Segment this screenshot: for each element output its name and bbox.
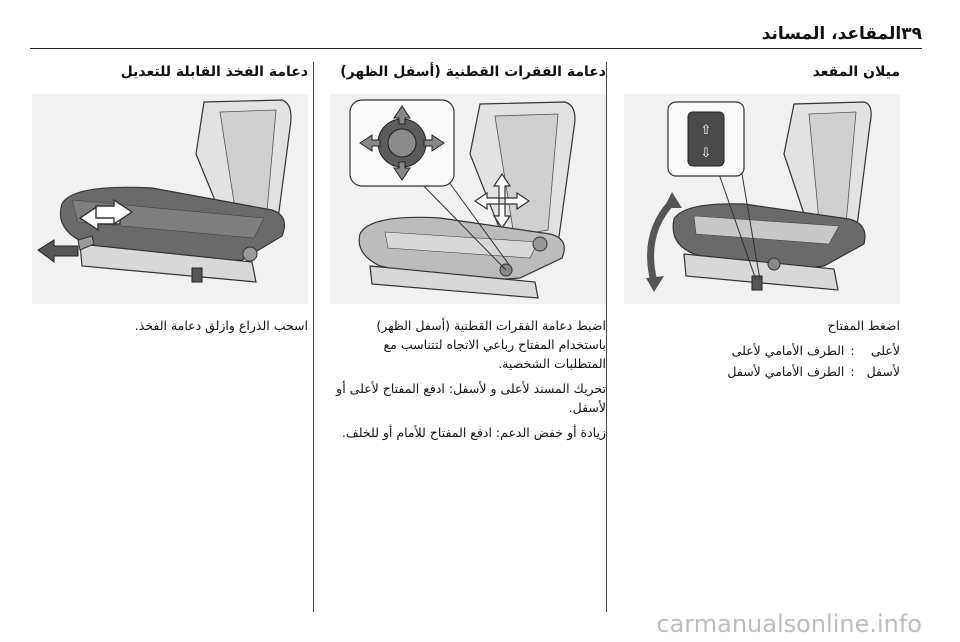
column-divider <box>313 62 314 612</box>
page-header <box>30 20 922 49</box>
section-title: دعامة الفخذ القابلة للتعديل <box>120 64 308 80</box>
table-key: لأعلى <box>870 343 900 358</box>
watermark: carmanualsonline.info <box>656 610 922 638</box>
section-body <box>30 316 308 335</box>
section-title: ميلان المقعد <box>812 64 900 80</box>
paragraph: تحريك المسند لأعلى و لأسفل: ادفع المفتاح لأعلى أو لأسفل. <box>336 381 606 415</box>
column-thigh-support <box>30 62 308 341</box>
table-separator: : <box>850 364 855 379</box>
section-title: دعامة الفقرات القطنية (أسفل الظهر) <box>340 64 606 80</box>
paragraph: اسحب الذراع وازلق دعامة الفخذ. <box>134 318 308 333</box>
table-key: لأسفل <box>866 364 900 379</box>
table-row <box>727 341 900 362</box>
table-separator: : <box>850 343 855 358</box>
section-body <box>328 316 606 442</box>
column-seat-tilt <box>622 62 900 383</box>
column-divider <box>606 62 607 612</box>
paragraph: اضغط المفتاح <box>827 318 900 333</box>
lumbar-support-illustration <box>330 94 606 304</box>
section-body <box>622 316 900 383</box>
instruction-table <box>727 341 900 383</box>
chapter-title: المقاعد، المساند <box>761 24 902 44</box>
paragraph: زيادة أو خفض الدعم: ادفع المفتاح للأمام أو للخلف. <box>341 425 606 440</box>
thigh-support-illustration <box>32 94 308 304</box>
column-lumbar-support <box>328 62 606 448</box>
table-value: الطرف الأمامي لأعلى <box>731 343 845 358</box>
svg-text:⇧: ⇧ <box>700 123 712 138</box>
page-number: ٣٩ <box>901 24 922 44</box>
paragraph: اضبط دعامة الفقرات القطنية (أسفل الظهر) باستخدام المفتاح رباعي الاتجاه لتتناسب مع المتطلبات الشخصية. <box>376 318 606 371</box>
svg-text:⇩: ⇩ <box>700 146 712 161</box>
table-row <box>727 362 900 383</box>
seat-tilt-illustration <box>624 94 900 304</box>
table-value: الطرف الأمامي لأسفل <box>727 364 845 379</box>
